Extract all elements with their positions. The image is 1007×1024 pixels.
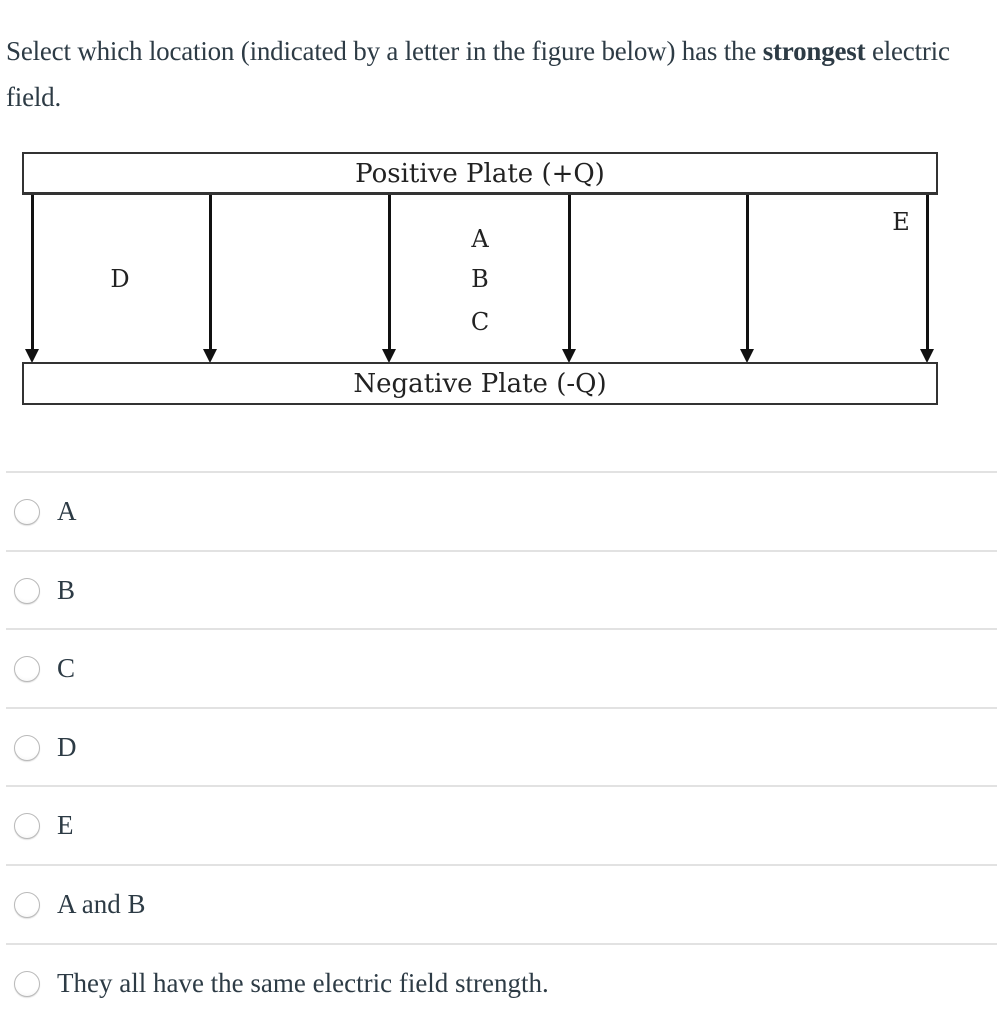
- option-label: D: [57, 731, 77, 762]
- option-label: B: [57, 574, 76, 605]
- location-label-c: C: [470, 308, 490, 336]
- capacitor-figure: [22, 152, 938, 408]
- field-arrow-icon: [209, 195, 212, 355]
- negative-plate-label: Negative Plate (-Q): [353, 369, 607, 399]
- positive-plate: [22, 152, 938, 195]
- option-e[interactable]: [6, 785, 997, 864]
- location-label-a: A: [471, 225, 489, 253]
- radio-button[interactable]: [14, 578, 40, 604]
- option-label: E: [57, 810, 74, 841]
- location-label-e: E: [892, 208, 910, 236]
- radio-button[interactable]: [14, 813, 40, 839]
- radio-button[interactable]: [14, 656, 40, 682]
- field-arrow-icon: [746, 195, 749, 355]
- option-label: C: [57, 653, 76, 684]
- radio-button[interactable]: [14, 971, 40, 997]
- radio-button[interactable]: [14, 892, 40, 918]
- field-arrow-icon: [568, 195, 571, 355]
- question-emphasis: strongest: [762, 36, 866, 66]
- option-all-same[interactable]: [6, 943, 997, 1022]
- question-text-after: electric field.: [6, 36, 950, 112]
- option-label: A: [57, 496, 77, 526]
- question-prompt: [6, 28, 996, 120]
- option-c[interactable]: [6, 628, 997, 707]
- option-b[interactable]: [6, 550, 997, 629]
- option-d[interactable]: [6, 707, 997, 786]
- answer-options: [6, 471, 997, 1021]
- positive-plate-label: Positive Plate (+Q): [355, 159, 605, 189]
- option-label: They all have the same electric field strength.: [57, 967, 549, 998]
- field-arrow-icon: [388, 195, 391, 355]
- location-label-b: B: [471, 265, 489, 293]
- field-arrow-icon: [926, 195, 929, 355]
- question-text-before: Select which location (indicated by a letter in the figure below) has the: [6, 36, 763, 66]
- negative-plate: [22, 362, 938, 405]
- option-label: A and B: [57, 888, 146, 919]
- location-label-d: D: [110, 265, 130, 293]
- radio-button[interactable]: [14, 735, 40, 761]
- radio-button[interactable]: [14, 499, 40, 525]
- option-a-and-b[interactable]: [6, 864, 997, 943]
- field-arrow-icon: [31, 195, 34, 355]
- option-a[interactable]: [6, 471, 997, 550]
